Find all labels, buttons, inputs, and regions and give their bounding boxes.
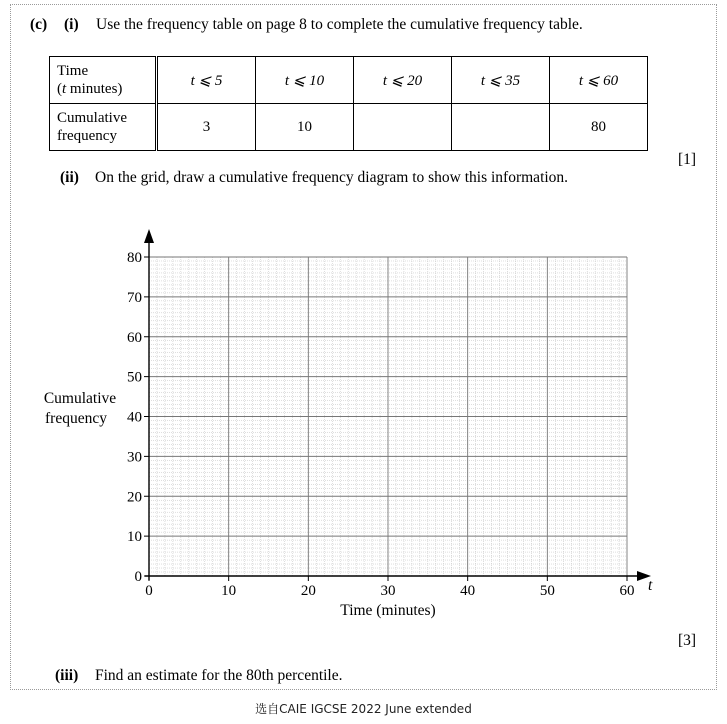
y-tick-label: 70 — [127, 289, 142, 306]
x-tick-label: 60 — [619, 583, 635, 599]
part-iii-label: (iii) — [55, 667, 79, 684]
part-i-label: (i) — [64, 16, 79, 33]
y-tick-label: 20 — [127, 489, 142, 506]
y-tick-label: 30 — [127, 449, 142, 466]
x-tick-label: 30 — [380, 583, 396, 599]
x-ticks — [145, 576, 634, 599]
time-col-5-label: t ⩽ 60 — [578, 72, 619, 89]
time-col-3-label: t ⩽ 20 — [382, 72, 423, 89]
x-tick-label: 20 — [300, 583, 316, 599]
time-header-line1: Time — [57, 63, 89, 79]
part-c-label: (c) — [30, 16, 48, 33]
time-header-line2: (t minutes) — [57, 81, 123, 97]
x-axis-label: Time (minutes) — [340, 602, 436, 619]
y-axis-arrow-icon — [144, 229, 154, 243]
x-tick-label: 10 — [221, 583, 237, 599]
y-tick-label: 50 — [127, 369, 142, 386]
time-col-1-label: t ⩽ 5 — [190, 72, 223, 89]
part-ii-label: (ii) — [60, 169, 79, 186]
y-axis-label-line1: Cumulative — [43, 390, 117, 407]
cf-value-2[interactable]: 10 — [256, 104, 354, 151]
y-ticks — [127, 250, 149, 585]
y-tick-label: 0 — [134, 569, 142, 585]
cf-value-5: 80 — [550, 104, 648, 151]
x-tick-label: 50 — [539, 583, 555, 599]
cf-value-1: 3 — [157, 104, 256, 151]
x-tick-label: 0 — [145, 583, 153, 599]
part-ii-mark: [3] — [678, 632, 697, 649]
x-tick-label: 40 — [460, 583, 476, 599]
cumulative-header-line1: Cumulative — [57, 110, 127, 126]
cumulative-header-line2: frequency — [57, 128, 117, 144]
part-i-text: Use the frequency table on page 8 to complete the cumulative frequency table. — [96, 16, 583, 33]
part-iii-text: Find an estimate for the 80th percentile. — [95, 667, 343, 684]
time-col-2-label: t ⩽ 10 — [284, 72, 325, 89]
y-axis-label-line2: frequency — [45, 410, 107, 427]
x-axis-symbol: t — [648, 577, 653, 594]
source-note: 选自CAIE IGCSE 2022 June extended — [255, 702, 472, 716]
y-tick-label: 10 — [127, 529, 142, 546]
part-i-mark: [1] — [678, 151, 697, 168]
y-tick-label: 40 — [127, 409, 142, 426]
part-ii-text: On the grid, draw a cumulative frequency diagram to show this information. — [95, 169, 569, 186]
y-tick-label: 80 — [127, 250, 142, 266]
y-tick-label: 60 — [127, 329, 142, 346]
time-col-4-label: t ⩽ 35 — [480, 72, 521, 89]
